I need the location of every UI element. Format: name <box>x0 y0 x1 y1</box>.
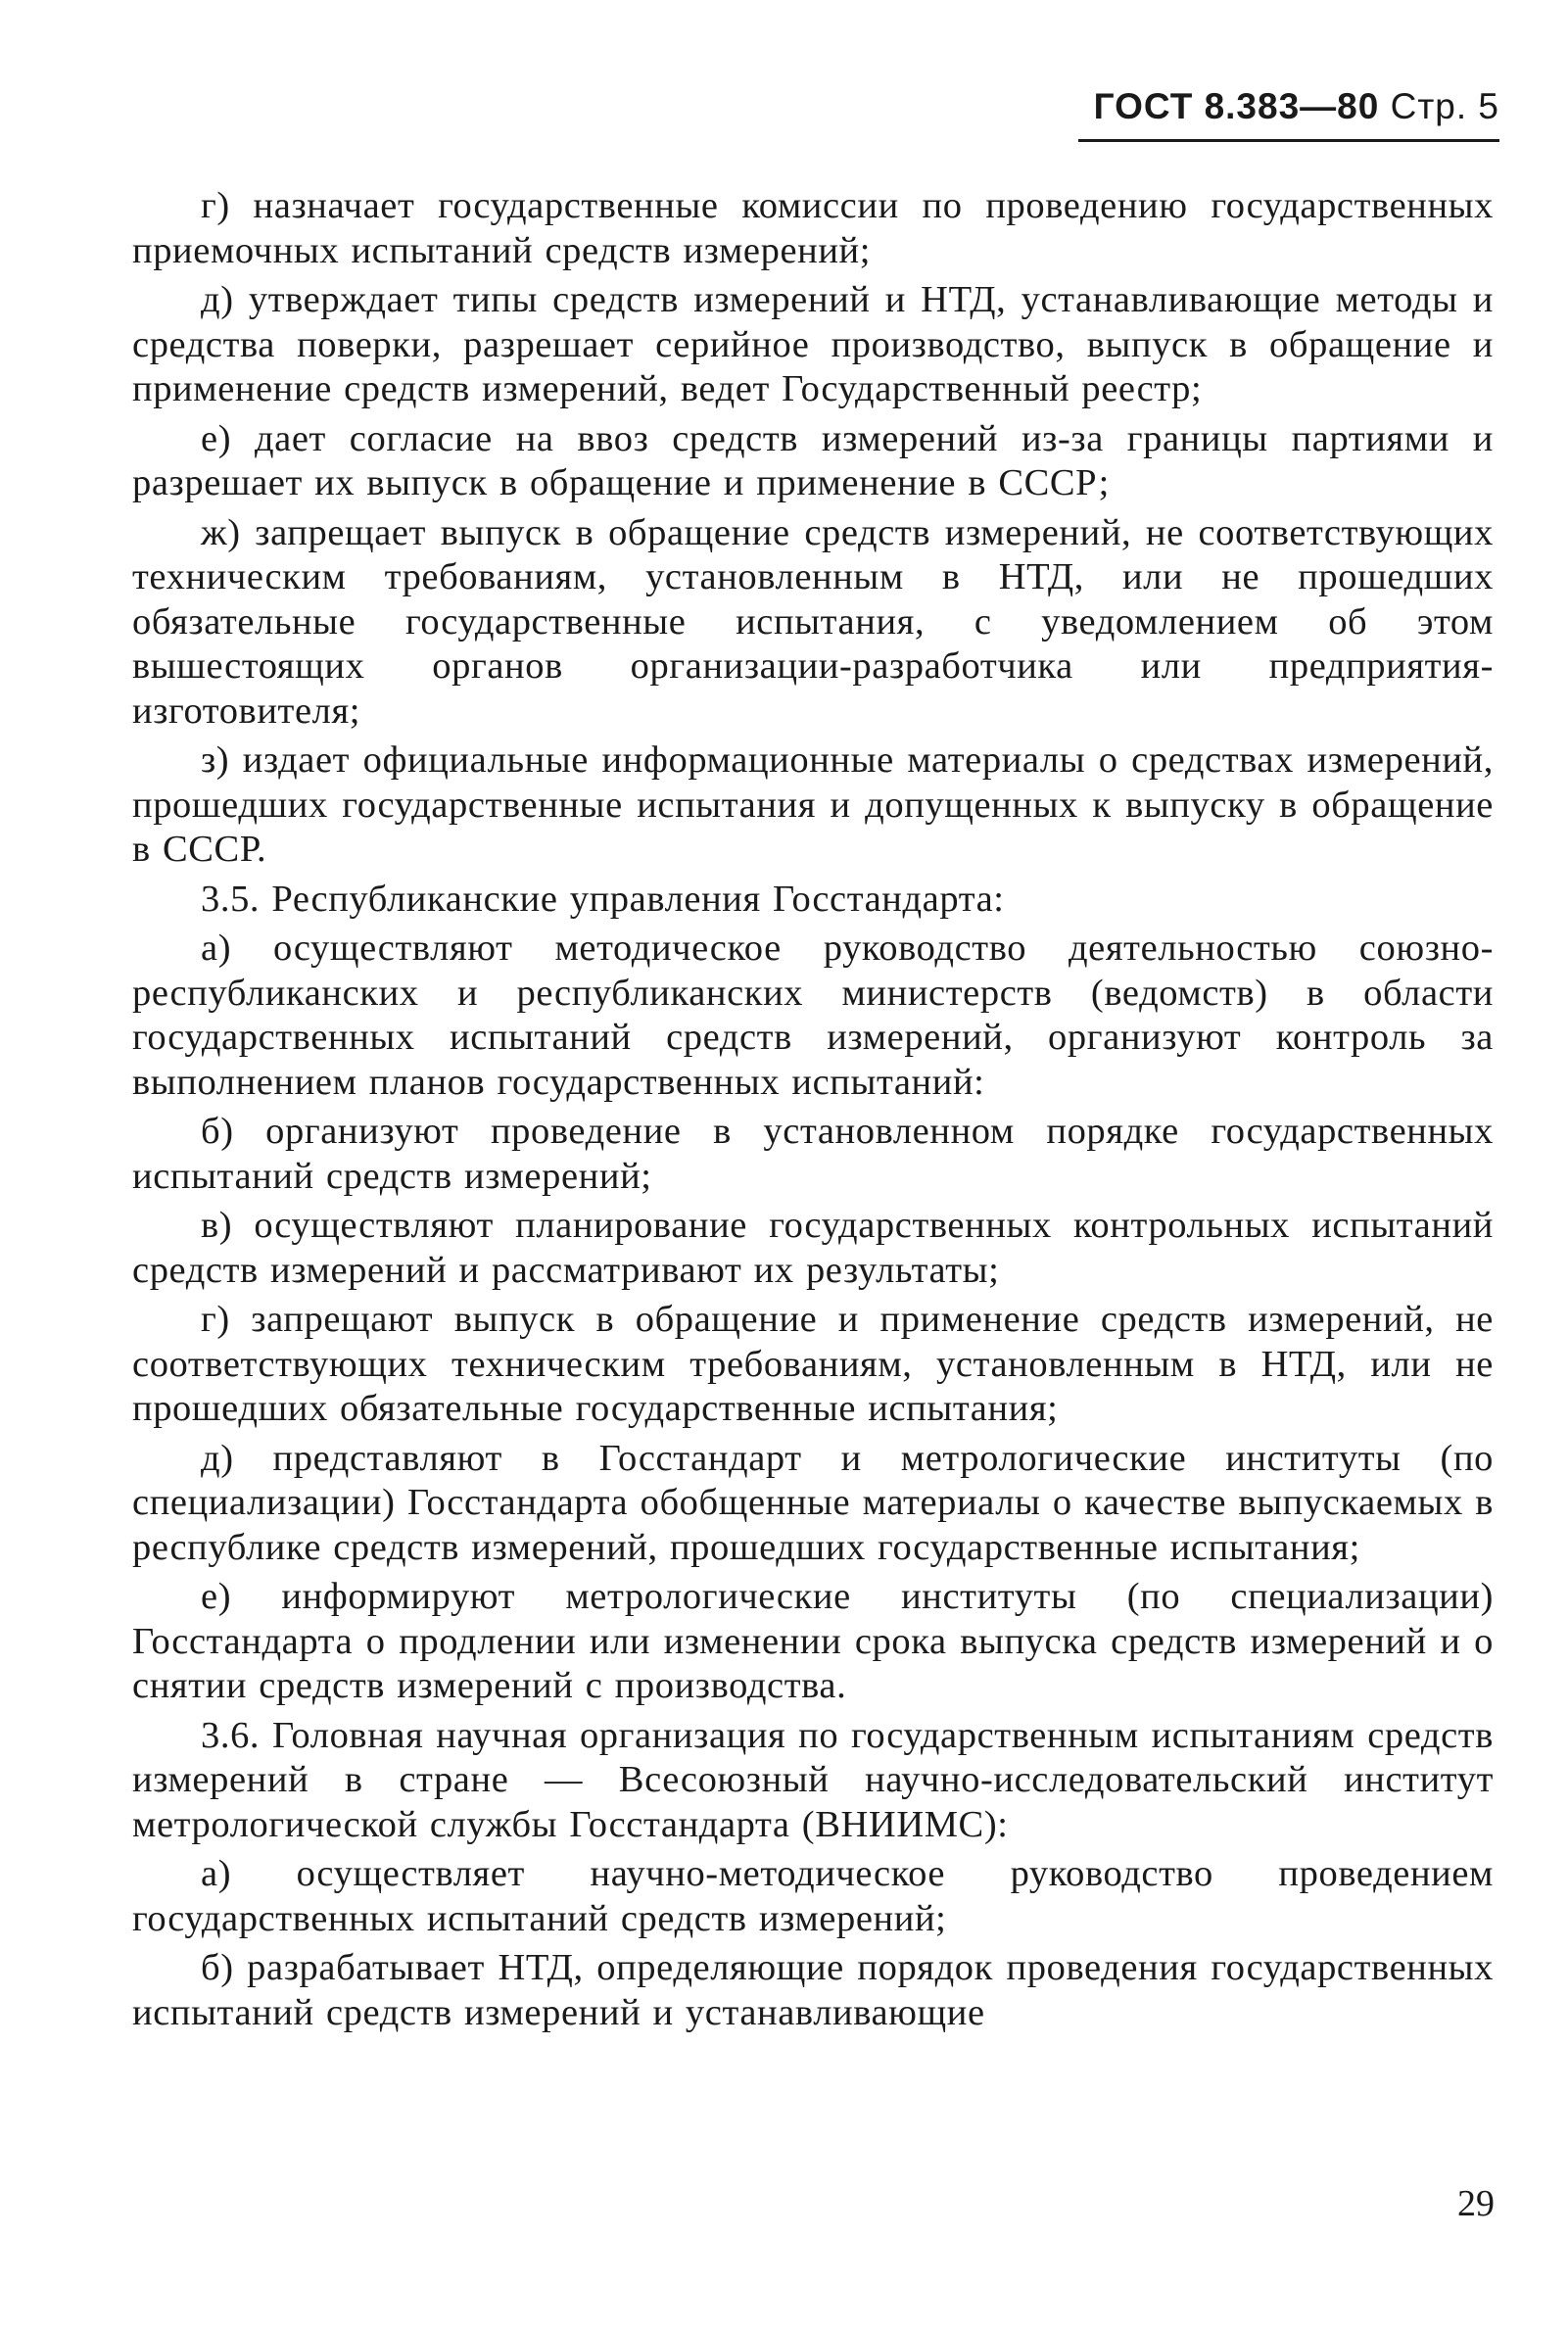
paragraph: б) разрабатывает НТД, определяющие порядок проведения государственных испытаний средств измерений и устанавливающие <box>132 1947 1494 2033</box>
paragraph: г) запрещают выпуск в обращение и применение средств измерений, не соответствующих техническим требованиям, установленным в НТД, или не прошедших обязательные государственные испытания; <box>132 1299 1494 1429</box>
section-heading: 3.5. Республиканские управления Госстандарта: <box>201 878 1005 920</box>
paragraph: б) организуют проведение в установленном порядке государственных испытаний средств измерений; <box>132 1111 1494 1197</box>
paragraph: а) осуществляет научно-методическое руководство проведением государственных испытаний средств измерений; <box>132 1853 1494 1939</box>
page-header <box>1094 86 1499 127</box>
paragraph: е) дает согласие на ввоз средств измерений из-за границы партиями и разрешает их выпуск в обращение и применение в СССР; <box>132 417 1494 503</box>
paragraph: е) информируют метрологические институты (по специализации) Госстандарта о продлении или изменении срока выпуска средств измерений и о снятии средств измерений с производства. <box>132 1576 1494 1706</box>
paragraph: з) издает официальные информационные материалы о средствах измерений, прошедших государственные испытания и допущенных к выпуску в обращение в СССР. <box>132 739 1494 870</box>
paragraph: а) осуществляют методическое руководство деятельностью союзно-республиканских и республиканских министерств (ведомств) в области государственных испытаний средств измерений, организуют контроль за выполнением планов государственных испытаний: <box>132 928 1494 1103</box>
page-number: 29 <box>1457 2183 1495 2224</box>
document-body <box>132 184 1494 2040</box>
page-label: Стр. 5 <box>1390 86 1499 126</box>
paragraph: д) представляют в Госстандарт и метрологические институты (по специализации) Госстандарта обобщенные материалы о качестве выпускаемых в республике средств измерений, прошедших государственные испытания; <box>132 1437 1494 1568</box>
standard-designation: ГОСТ 8.383—80 <box>1093 86 1380 126</box>
paragraph: в) осуществляют планирование государственных контрольных испытаний средств измерений и рассматривают их результаты; <box>132 1205 1494 1291</box>
header-rule <box>1078 139 1499 142</box>
paragraph: ж) запрещает выпуск в обращение средств измерений, не соответствующих техническим требованиям, установленным в НТД, или не прошедших обязательные государственные испытания, с уведомлением об этом вышестоящих органов организации-разработчика или предприятия-изготовителя; <box>132 511 1494 732</box>
paragraph: г) назначает государственные комиссии по проведению государственных приемочных испытаний средств измерений; <box>132 185 1494 271</box>
section-heading: 3.6. Головная научная организация по государственным испытаниям средств измерений в стране — Всесоюзный научно-исследовательский институт метрологической службы Госстандарта (ВНИИМС): <box>132 1714 1494 1845</box>
paragraph: д) утверждает типы средств измерений и НТД, устанавливающие методы и средства поверки, разрешает серийное производство, выпуск в обращение и применение средств измерений, ведет Государственный реестр; <box>132 279 1494 409</box>
